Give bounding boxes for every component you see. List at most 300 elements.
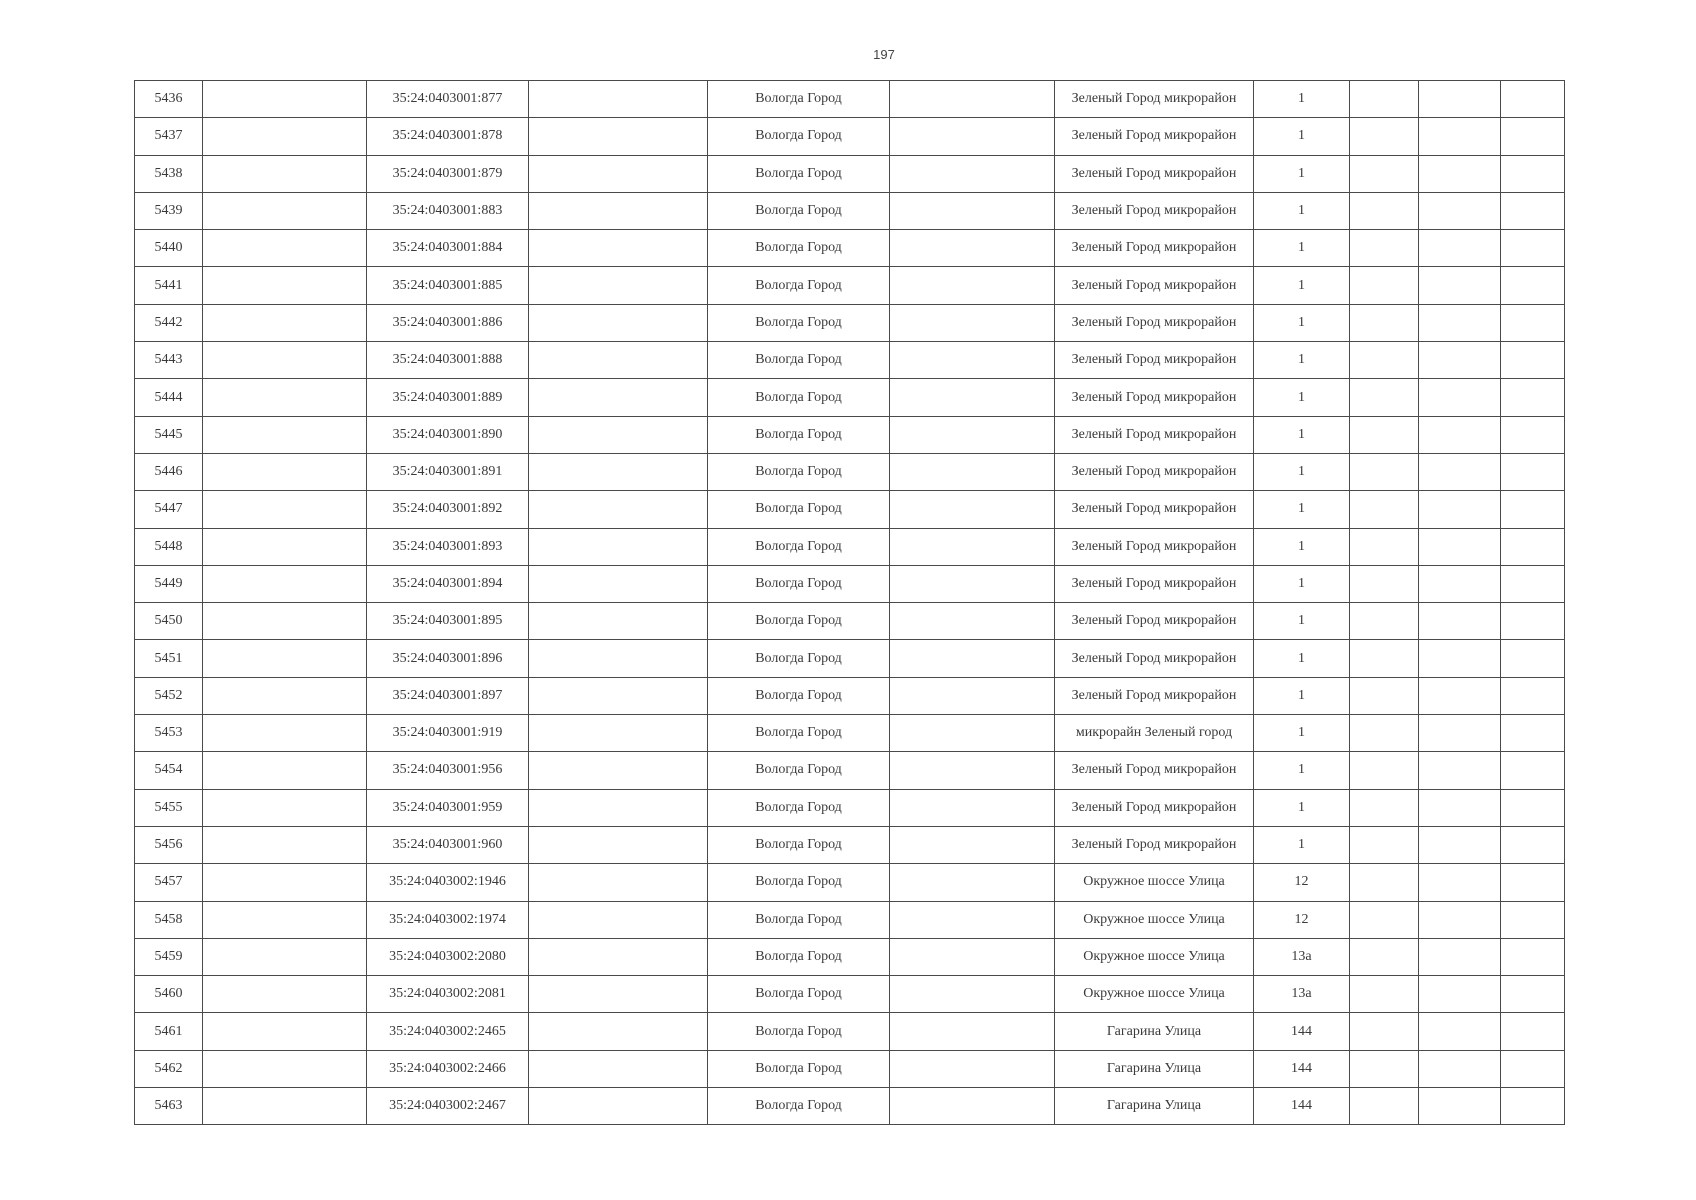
empty-cell <box>890 118 1055 155</box>
cadastral-number-cell: 35:24:0403001:878 <box>367 118 529 155</box>
street-cell: Зеленый Город микрорайон <box>1055 677 1254 714</box>
house-number-cell: 1 <box>1254 118 1350 155</box>
row-number-cell: 5440 <box>135 230 203 267</box>
house-number-cell: 1 <box>1254 603 1350 640</box>
house-number-cell: 1 <box>1254 565 1350 602</box>
table-row <box>135 752 1565 789</box>
empty-cell <box>529 416 708 453</box>
house-number-cell: 1 <box>1254 379 1350 416</box>
empty-cell <box>1350 379 1419 416</box>
empty-cell <box>1419 379 1501 416</box>
cadastral-number-cell: 35:24:0403001:895 <box>367 603 529 640</box>
empty-cell <box>890 267 1055 304</box>
house-number-cell: 1 <box>1254 267 1350 304</box>
registry-table-body <box>135 81 1565 1125</box>
row-number-cell: 5450 <box>135 603 203 640</box>
empty-cell <box>1350 715 1419 752</box>
table-row <box>135 715 1565 752</box>
empty-cell <box>1419 715 1501 752</box>
row-number-cell: 5444 <box>135 379 203 416</box>
street-cell: Зеленый Город микрорайон <box>1055 640 1254 677</box>
locality-cell: Вологда Город <box>708 864 890 901</box>
row-number-cell: 5437 <box>135 118 203 155</box>
empty-cell <box>1501 155 1565 192</box>
locality-cell: Вологда Город <box>708 267 890 304</box>
locality-cell: Вологда Город <box>708 752 890 789</box>
cadastral-number-cell: 35:24:0403001:883 <box>367 192 529 229</box>
empty-cell <box>1501 1013 1565 1050</box>
locality-cell: Вологда Город <box>708 1013 890 1050</box>
row-number-cell: 5462 <box>135 1050 203 1087</box>
empty-cell <box>529 491 708 528</box>
empty-cell <box>529 640 708 677</box>
house-number-cell: 13а <box>1254 976 1350 1013</box>
cadastral-number-cell: 35:24:0403001:896 <box>367 640 529 677</box>
empty-cell <box>1501 342 1565 379</box>
house-number-cell: 1 <box>1254 192 1350 229</box>
empty-cell <box>1419 118 1501 155</box>
empty-cell <box>890 192 1055 229</box>
empty-cell <box>529 155 708 192</box>
empty-cell <box>1501 1088 1565 1125</box>
empty-cell <box>1501 230 1565 267</box>
empty-cell <box>529 1013 708 1050</box>
street-cell: Зеленый Город микрорайон <box>1055 752 1254 789</box>
row-number-cell: 5456 <box>135 826 203 863</box>
empty-cell <box>1350 640 1419 677</box>
cadastral-number-cell: 35:24:0403002:1946 <box>367 864 529 901</box>
street-cell: Окружное шоссе Улица <box>1055 976 1254 1013</box>
empty-cell <box>529 1088 708 1125</box>
locality-cell: Вологда Город <box>708 230 890 267</box>
cadastral-number-cell: 35:24:0403001:893 <box>367 528 529 565</box>
empty-cell <box>1419 826 1501 863</box>
empty-cell <box>529 379 708 416</box>
empty-cell <box>1350 789 1419 826</box>
empty-cell <box>1501 677 1565 714</box>
table-row <box>135 192 1565 229</box>
house-number-cell: 13а <box>1254 938 1350 975</box>
empty-cell <box>890 901 1055 938</box>
street-cell: Зеленый Город микрорайон <box>1055 81 1254 118</box>
empty-cell <box>529 81 708 118</box>
table-row <box>135 155 1565 192</box>
empty-cell <box>1501 118 1565 155</box>
empty-cell <box>1419 192 1501 229</box>
street-cell: Зеленый Город микрорайон <box>1055 267 1254 304</box>
cadastral-number-cell: 35:24:0403001:894 <box>367 565 529 602</box>
cadastral-number-cell: 35:24:0403001:897 <box>367 677 529 714</box>
empty-cell <box>890 230 1055 267</box>
house-number-cell: 1 <box>1254 715 1350 752</box>
row-number-cell: 5443 <box>135 342 203 379</box>
empty-cell <box>890 1050 1055 1087</box>
street-cell: Зеленый Город микрорайон <box>1055 379 1254 416</box>
locality-cell: Вологда Город <box>708 789 890 826</box>
house-number-cell: 1 <box>1254 416 1350 453</box>
house-number-cell: 12 <box>1254 864 1350 901</box>
cadastral-number-cell: 35:24:0403001:892 <box>367 491 529 528</box>
row-number-cell: 5445 <box>135 416 203 453</box>
street-cell: Окружное шоссе Улица <box>1055 901 1254 938</box>
row-number-cell: 5457 <box>135 864 203 901</box>
table-row <box>135 789 1565 826</box>
empty-cell <box>1350 901 1419 938</box>
table-row <box>135 640 1565 677</box>
empty-cell <box>890 938 1055 975</box>
empty-cell <box>203 752 367 789</box>
street-cell: Зеленый Город микрорайон <box>1055 603 1254 640</box>
empty-cell <box>529 1050 708 1087</box>
cadastral-number-cell: 35:24:0403002:2081 <box>367 976 529 1013</box>
empty-cell <box>890 528 1055 565</box>
table-row <box>135 1013 1565 1050</box>
empty-cell <box>1350 528 1419 565</box>
empty-cell <box>529 528 708 565</box>
empty-cell <box>1419 752 1501 789</box>
empty-cell <box>890 826 1055 863</box>
row-number-cell: 5442 <box>135 304 203 341</box>
empty-cell <box>1501 565 1565 602</box>
empty-cell <box>1501 267 1565 304</box>
locality-cell: Вологда Город <box>708 304 890 341</box>
cadastral-number-cell: 35:24:0403001:877 <box>367 81 529 118</box>
cadastral-number-cell: 35:24:0403001:889 <box>367 379 529 416</box>
empty-cell <box>1350 416 1419 453</box>
street-cell: Зеленый Город микрорайон <box>1055 416 1254 453</box>
locality-cell: Вологда Город <box>708 491 890 528</box>
empty-cell <box>1419 491 1501 528</box>
locality-cell: Вологда Город <box>708 826 890 863</box>
locality-cell: Вологда Город <box>708 192 890 229</box>
empty-cell <box>1350 342 1419 379</box>
street-cell: Зеленый Город микрорайон <box>1055 155 1254 192</box>
empty-cell <box>1350 155 1419 192</box>
empty-cell <box>890 1013 1055 1050</box>
row-number-cell: 5454 <box>135 752 203 789</box>
empty-cell <box>1419 1050 1501 1087</box>
empty-cell <box>1419 267 1501 304</box>
empty-cell <box>890 565 1055 602</box>
empty-cell <box>1350 677 1419 714</box>
empty-cell <box>1501 715 1565 752</box>
empty-cell <box>890 81 1055 118</box>
empty-cell <box>1350 453 1419 490</box>
table-row <box>135 603 1565 640</box>
row-number-cell: 5455 <box>135 789 203 826</box>
empty-cell <box>1419 528 1501 565</box>
empty-cell <box>203 379 367 416</box>
table-row <box>135 528 1565 565</box>
street-cell: микрорайн Зеленый город <box>1055 715 1254 752</box>
empty-cell <box>529 901 708 938</box>
row-number-cell: 5449 <box>135 565 203 602</box>
cadastral-number-cell: 35:24:0403002:2080 <box>367 938 529 975</box>
empty-cell <box>203 603 367 640</box>
empty-cell <box>203 1050 367 1087</box>
empty-cell <box>203 528 367 565</box>
empty-cell <box>1419 453 1501 490</box>
empty-cell <box>1350 603 1419 640</box>
empty-cell <box>1501 81 1565 118</box>
empty-cell <box>1419 81 1501 118</box>
table-row <box>135 118 1565 155</box>
empty-cell <box>1419 230 1501 267</box>
empty-cell <box>203 1088 367 1125</box>
empty-cell <box>1350 938 1419 975</box>
locality-cell: Вологда Город <box>708 416 890 453</box>
house-number-cell: 1 <box>1254 342 1350 379</box>
street-cell: Зеленый Город микрорайон <box>1055 118 1254 155</box>
cadastral-number-cell: 35:24:0403001:890 <box>367 416 529 453</box>
empty-cell <box>203 640 367 677</box>
house-number-cell: 1 <box>1254 528 1350 565</box>
house-number-cell: 1 <box>1254 677 1350 714</box>
cadastral-number-cell: 35:24:0403002:2465 <box>367 1013 529 1050</box>
empty-cell <box>1501 491 1565 528</box>
house-number-cell: 1 <box>1254 304 1350 341</box>
locality-cell: Вологда Город <box>708 565 890 602</box>
empty-cell <box>1501 192 1565 229</box>
empty-cell <box>203 715 367 752</box>
empty-cell <box>1419 342 1501 379</box>
house-number-cell: 1 <box>1254 155 1350 192</box>
empty-cell <box>529 565 708 602</box>
empty-cell <box>1501 304 1565 341</box>
empty-cell <box>890 155 1055 192</box>
empty-cell <box>890 379 1055 416</box>
house-number-cell: 1 <box>1254 640 1350 677</box>
empty-cell <box>1419 565 1501 602</box>
empty-cell <box>1419 640 1501 677</box>
house-number-cell: 1 <box>1254 826 1350 863</box>
empty-cell <box>529 267 708 304</box>
row-number-cell: 5453 <box>135 715 203 752</box>
house-number-cell: 1 <box>1254 81 1350 118</box>
table-row <box>135 230 1565 267</box>
house-number-cell: 1 <box>1254 453 1350 490</box>
table-row <box>135 1050 1565 1087</box>
cadastral-number-cell: 35:24:0403001:891 <box>367 453 529 490</box>
house-number-cell: 1 <box>1254 752 1350 789</box>
empty-cell <box>1501 379 1565 416</box>
empty-cell <box>890 715 1055 752</box>
empty-cell <box>1501 528 1565 565</box>
empty-cell <box>1419 677 1501 714</box>
empty-cell <box>1350 565 1419 602</box>
locality-cell: Вологда Город <box>708 528 890 565</box>
table-row <box>135 901 1565 938</box>
locality-cell: Вологда Город <box>708 1050 890 1087</box>
locality-cell: Вологда Город <box>708 81 890 118</box>
empty-cell <box>1350 1050 1419 1087</box>
empty-cell <box>529 938 708 975</box>
empty-cell <box>890 416 1055 453</box>
table-row <box>135 81 1565 118</box>
empty-cell <box>890 603 1055 640</box>
street-cell: Зеленый Город микрорайон <box>1055 491 1254 528</box>
empty-cell <box>203 81 367 118</box>
empty-cell <box>203 789 367 826</box>
empty-cell <box>529 826 708 863</box>
empty-cell <box>1419 155 1501 192</box>
row-number-cell: 5448 <box>135 528 203 565</box>
house-number-cell: 1 <box>1254 491 1350 528</box>
cadastral-number-cell: 35:24:0403001:884 <box>367 230 529 267</box>
empty-cell <box>203 677 367 714</box>
locality-cell: Вологда Город <box>708 640 890 677</box>
row-number-cell: 5439 <box>135 192 203 229</box>
table-row <box>135 379 1565 416</box>
table-row <box>135 826 1565 863</box>
empty-cell <box>1501 603 1565 640</box>
empty-cell <box>1419 304 1501 341</box>
empty-cell <box>1501 416 1565 453</box>
table-row <box>135 267 1565 304</box>
empty-cell <box>529 342 708 379</box>
empty-cell <box>203 491 367 528</box>
cadastral-number-cell: 35:24:0403001:886 <box>367 304 529 341</box>
street-cell: Окружное шоссе Улица <box>1055 864 1254 901</box>
empty-cell <box>1501 864 1565 901</box>
street-cell: Зеленый Город микрорайон <box>1055 826 1254 863</box>
empty-cell <box>529 752 708 789</box>
table-row <box>135 864 1565 901</box>
empty-cell <box>1350 1088 1419 1125</box>
locality-cell: Вологда Город <box>708 976 890 1013</box>
row-number-cell: 5463 <box>135 1088 203 1125</box>
locality-cell: Вологда Город <box>708 342 890 379</box>
empty-cell <box>529 304 708 341</box>
cadastral-number-cell: 35:24:0403001:885 <box>367 267 529 304</box>
table-row <box>135 304 1565 341</box>
empty-cell <box>890 976 1055 1013</box>
empty-cell <box>203 230 367 267</box>
empty-cell <box>1419 901 1501 938</box>
table-row <box>135 453 1565 490</box>
cadastral-number-cell: 35:24:0403001:879 <box>367 155 529 192</box>
street-cell: Гагарина Улица <box>1055 1088 1254 1125</box>
empty-cell <box>890 864 1055 901</box>
cadastral-number-cell: 35:24:0403002:2466 <box>367 1050 529 1087</box>
empty-cell <box>890 304 1055 341</box>
locality-cell: Вологда Город <box>708 938 890 975</box>
empty-cell <box>203 901 367 938</box>
empty-cell <box>1501 901 1565 938</box>
locality-cell: Вологда Город <box>708 118 890 155</box>
empty-cell <box>1350 81 1419 118</box>
table-row <box>135 677 1565 714</box>
empty-cell <box>203 304 367 341</box>
empty-cell <box>529 118 708 155</box>
empty-cell <box>203 826 367 863</box>
row-number-cell: 5447 <box>135 491 203 528</box>
row-number-cell: 5452 <box>135 677 203 714</box>
house-number-cell: 12 <box>1254 901 1350 938</box>
locality-cell: Вологда Город <box>708 155 890 192</box>
table-row <box>135 342 1565 379</box>
empty-cell <box>1350 230 1419 267</box>
empty-cell <box>1350 192 1419 229</box>
row-number-cell: 5441 <box>135 267 203 304</box>
empty-cell <box>1419 938 1501 975</box>
empty-cell <box>1350 304 1419 341</box>
house-number-cell: 1 <box>1254 230 1350 267</box>
empty-cell <box>1419 1013 1501 1050</box>
empty-cell <box>890 789 1055 826</box>
empty-cell <box>1419 603 1501 640</box>
cadastral-number-cell: 35:24:0403002:2467 <box>367 1088 529 1125</box>
page-number: 197 <box>873 47 895 62</box>
empty-cell <box>203 155 367 192</box>
table-row <box>135 976 1565 1013</box>
empty-cell <box>203 976 367 1013</box>
locality-cell: Вологда Город <box>708 453 890 490</box>
street-cell: Зеленый Город микрорайон <box>1055 789 1254 826</box>
empty-cell <box>1501 938 1565 975</box>
locality-cell: Вологда Город <box>708 715 890 752</box>
empty-cell <box>890 640 1055 677</box>
empty-cell <box>890 342 1055 379</box>
empty-cell <box>1350 267 1419 304</box>
empty-cell <box>1350 1013 1419 1050</box>
street-cell: Гагарина Улица <box>1055 1013 1254 1050</box>
empty-cell <box>1501 789 1565 826</box>
empty-cell <box>203 416 367 453</box>
cadastral-number-cell: 35:24:0403001:960 <box>367 826 529 863</box>
empty-cell <box>203 453 367 490</box>
empty-cell <box>890 491 1055 528</box>
street-cell: Зеленый Город микрорайон <box>1055 453 1254 490</box>
empty-cell <box>1419 416 1501 453</box>
row-number-cell: 5459 <box>135 938 203 975</box>
empty-cell <box>529 677 708 714</box>
empty-cell <box>1350 826 1419 863</box>
empty-cell <box>1419 789 1501 826</box>
empty-cell <box>1419 1088 1501 1125</box>
cadastral-number-cell: 35:24:0403002:1974 <box>367 901 529 938</box>
row-number-cell: 5451 <box>135 640 203 677</box>
house-number-cell: 144 <box>1254 1088 1350 1125</box>
empty-cell <box>529 603 708 640</box>
table-row <box>135 491 1565 528</box>
empty-cell <box>529 976 708 1013</box>
empty-cell <box>890 677 1055 714</box>
empty-cell <box>529 230 708 267</box>
empty-cell <box>203 565 367 602</box>
registry-table <box>134 80 1565 1125</box>
table-row <box>135 1088 1565 1125</box>
empty-cell <box>1501 453 1565 490</box>
empty-cell <box>1501 976 1565 1013</box>
empty-cell <box>1501 640 1565 677</box>
locality-cell: Вологда Город <box>708 901 890 938</box>
house-number-cell: 144 <box>1254 1013 1350 1050</box>
row-number-cell: 5446 <box>135 453 203 490</box>
empty-cell <box>529 453 708 490</box>
empty-cell <box>203 267 367 304</box>
empty-cell <box>529 864 708 901</box>
empty-cell <box>1350 976 1419 1013</box>
empty-cell <box>1501 1050 1565 1087</box>
empty-cell <box>203 192 367 229</box>
table-row <box>135 938 1565 975</box>
street-cell: Зеленый Город микрорайон <box>1055 528 1254 565</box>
cadastral-number-cell: 35:24:0403001:919 <box>367 715 529 752</box>
empty-cell <box>529 715 708 752</box>
street-cell: Зеленый Город микрорайон <box>1055 192 1254 229</box>
empty-cell <box>529 789 708 826</box>
